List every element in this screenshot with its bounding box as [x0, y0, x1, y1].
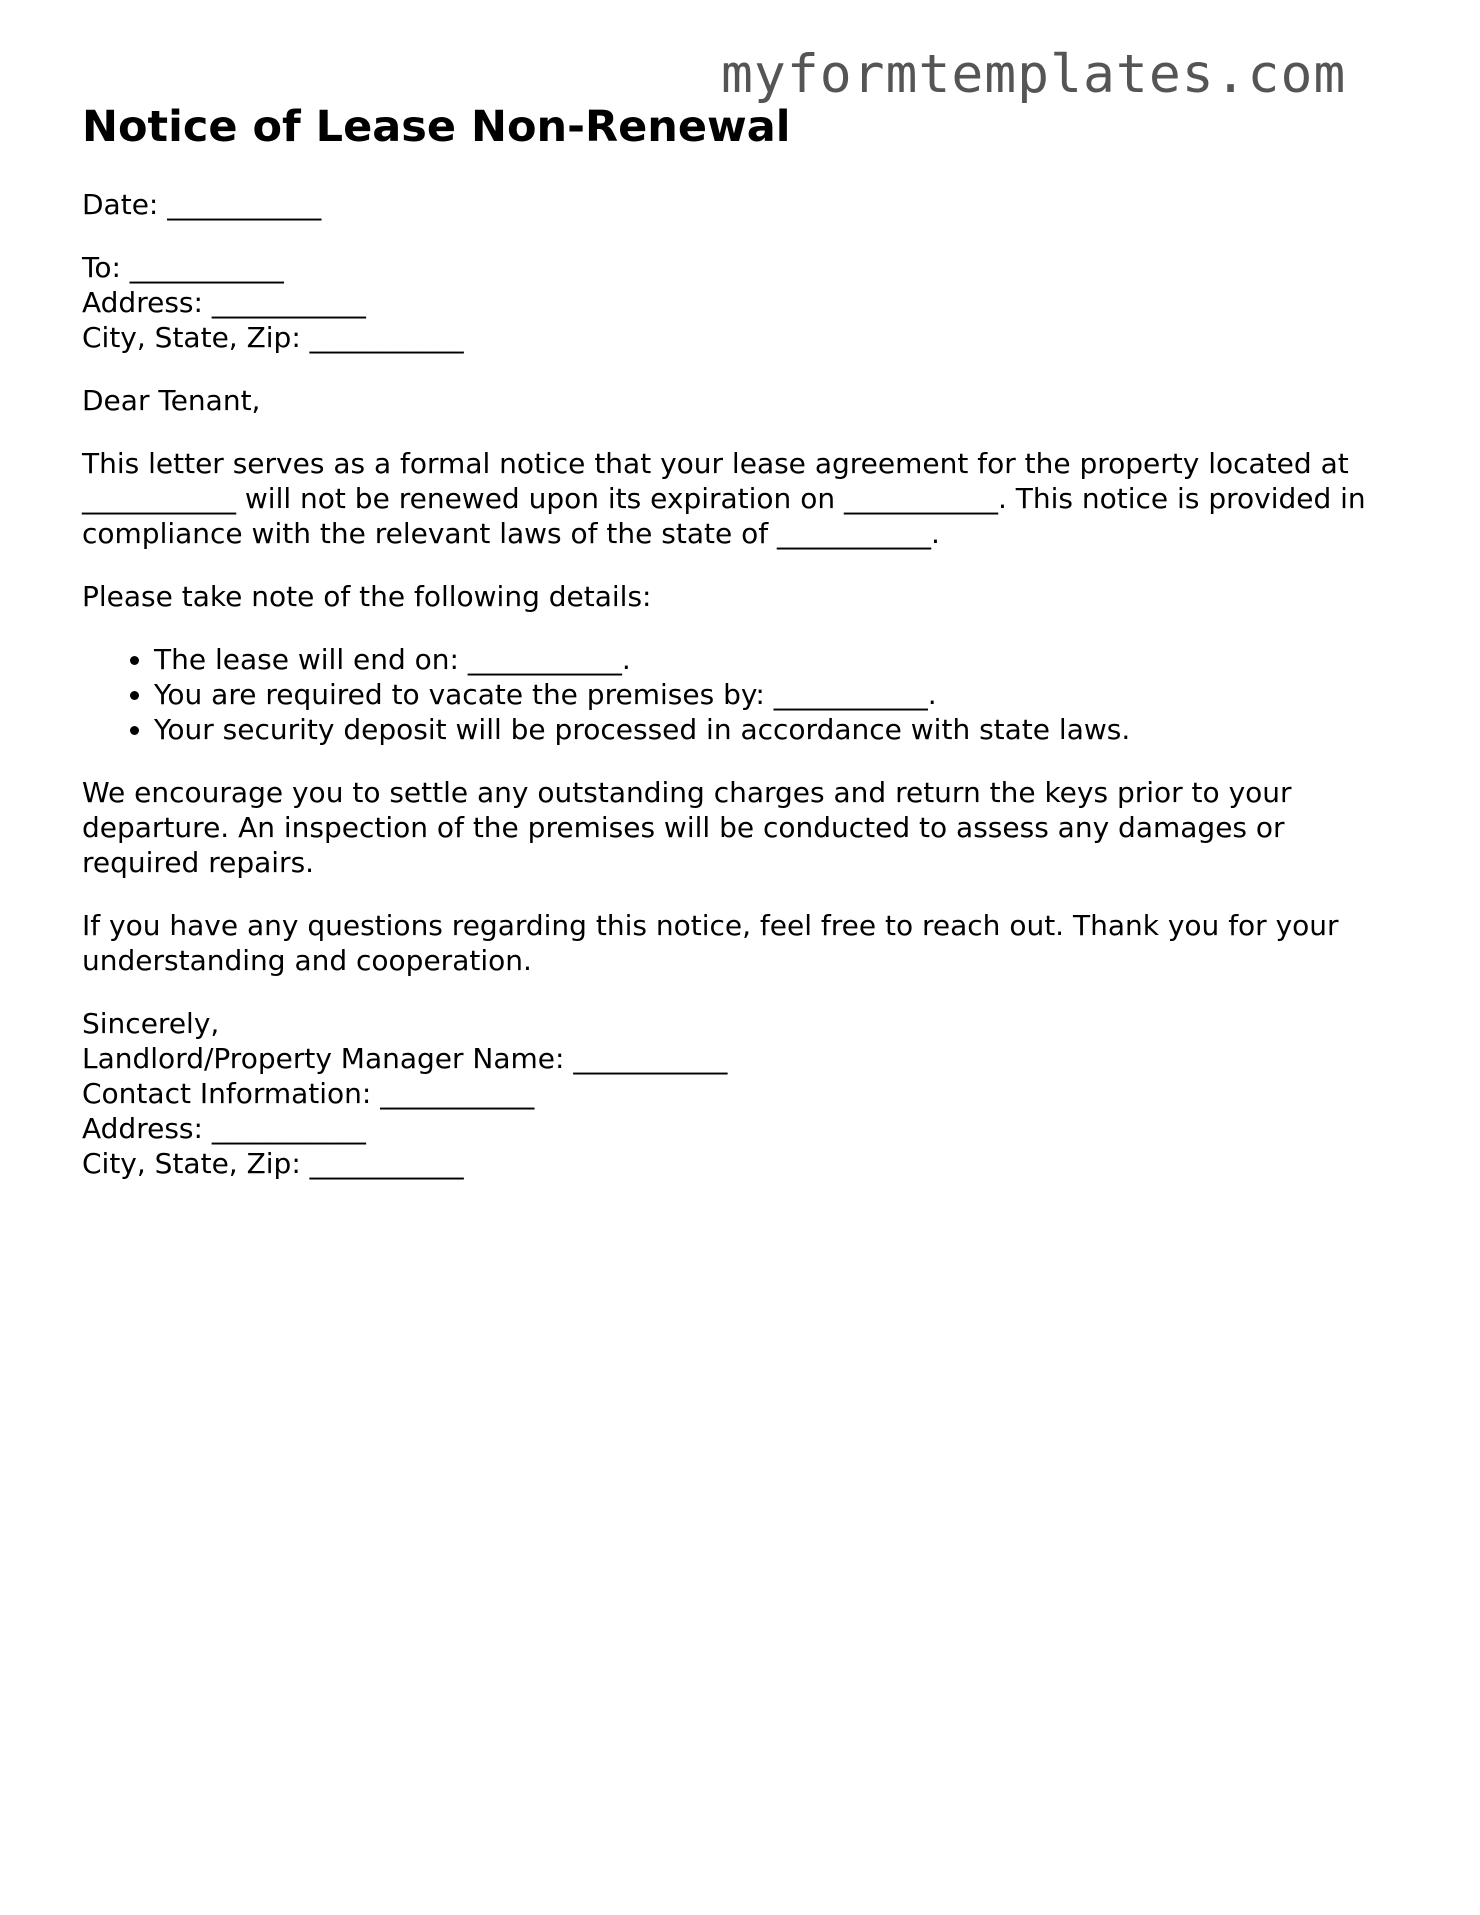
letter-body: [82, 187, 1402, 1209]
document-title: Notice of Lease Non-Renewal: [82, 102, 791, 152]
list-item: • Your security deposit will be processed in accordance with state laws.: [154, 712, 1402, 747]
salutation: Dear Tenant,: [82, 384, 261, 417]
details-list: [82, 642, 1402, 747]
details-intro: Please take note of the following details:: [82, 580, 652, 613]
list-item: • The lease will end on: ___________.: [154, 642, 1402, 677]
closing-address: Address: ___________: [82, 1112, 366, 1145]
list-item: • You are required to vacate the premises by: ___________.: [154, 677, 1402, 712]
closing-contact: Contact Information: ___________: [82, 1077, 535, 1110]
recipient-address: Address: ___________: [82, 286, 366, 319]
closing-sign-off: Sincerely,: [82, 1007, 220, 1040]
questions-paragraph: If you have any questions regarding this notice, feel free to reach out. Thank you for your understanding and cooperation.: [82, 909, 1339, 977]
closing-name: Landlord/Property Manager Name: ___________: [82, 1042, 728, 1075]
settle-paragraph: We encourage you to settle any outstanding charges and return the keys prior to your departure. An inspection of the premises will be conducted to assess any damages or required repairs.: [82, 776, 1292, 879]
watermark-text: myformtemplates.com: [721, 44, 1347, 105]
closing-block: [82, 1006, 1402, 1181]
intro-paragraph: This letter serves as a formal notice that your lease agreement for the property located at ___________ will not be renewed upon its expiration on ___________. This notice is provided in compliance with the relevant laws of the state of ___________.: [82, 447, 1366, 550]
recipient-city-state-zip: City, State, Zip: ___________: [82, 321, 464, 354]
recipient-to: To: ___________: [82, 251, 284, 284]
date-line: Date: ___________: [82, 188, 322, 221]
closing-city-state-zip: City, State, Zip: ___________: [82, 1147, 464, 1180]
recipient-block: [82, 250, 1402, 355]
